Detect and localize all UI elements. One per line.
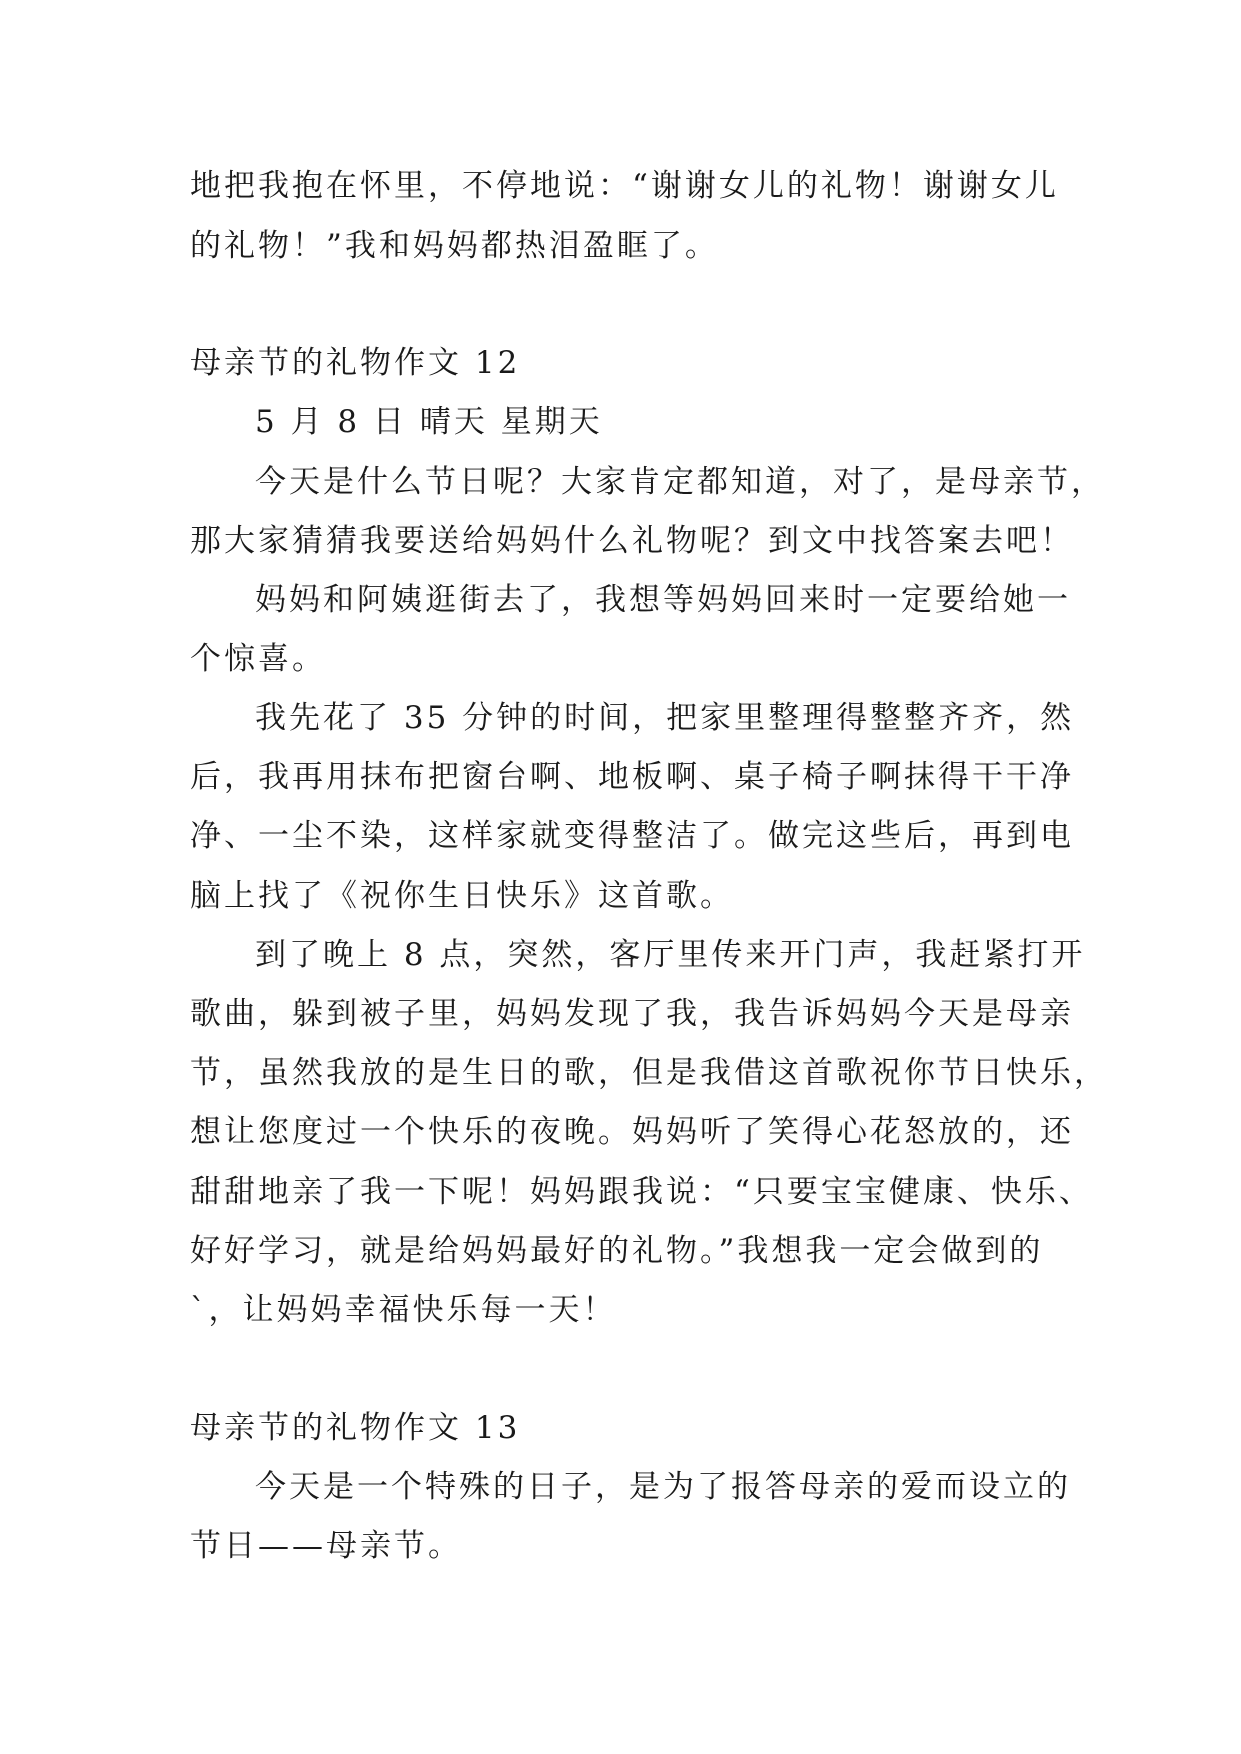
text-line: 节，虽然我放的是生日的歌，但是我借这首歌祝你节日快乐，	[190, 1055, 1108, 1091]
text-line: 到了晚上 8 点，突然，客厅里传来开门声，我赶紧打开	[255, 937, 1086, 973]
section-heading-13: 母亲节的礼物作文 13	[190, 1410, 521, 1446]
section-heading-12: 母亲节的礼物作文 12	[190, 345, 521, 381]
text-line: 后，我再用抹布把窗台啊、地板啊、桌子椅子啊抹得干干净	[190, 759, 1074, 795]
text-line: 地把我抱在怀里，不停地说：“谢谢女儿的礼物！谢谢女儿	[190, 168, 1059, 204]
text-line: 甜甜地亲了我一下呢！妈妈跟我说：“只要宝宝健康、快乐、	[190, 1174, 1093, 1210]
text-line: 脑上找了《祝你生日快乐》这首歌。	[190, 878, 734, 914]
diary-date-line: 5 月 8 日 晴天 星期天	[255, 404, 603, 440]
text-line: 妈妈和阿姨逛街去了，我想等妈妈回来时一定要给她一	[255, 582, 1071, 618]
text-line: 我先花了 35 分钟的时间，把家里整理得整整齐齐，然	[255, 700, 1075, 736]
text-line: 想让您度过一个快乐的夜晚。妈妈听了笑得心花怒放的，还	[190, 1114, 1074, 1150]
text-line: 歌曲，躲到被子里，妈妈发现了我，我告诉妈妈今天是母亲	[190, 996, 1074, 1032]
text-line: 个惊喜。	[190, 641, 326, 677]
text-line: 好好学习，就是给妈妈最好的礼物。”我想我一定会做到的	[190, 1233, 1044, 1269]
text-line: 今天是什么节日呢？大家肯定都知道，对了，是母亲节，	[255, 464, 1105, 500]
text-line: 净、一尘不染，这样家就变得整洁了。做完这些后，再到电	[190, 818, 1074, 854]
text-line: 的礼物！”我和妈妈都热泪盈眶了。	[190, 228, 719, 264]
text-line: `，让妈妈幸福快乐每一天！	[190, 1292, 617, 1328]
text-line: 那大家猜猜我要送给妈妈什么礼物呢？到文中找答案去吧！	[190, 523, 1074, 559]
text-line: 今天是一个特殊的日子，是为了报答母亲的爱而设立的	[255, 1469, 1071, 1505]
text-line: 节日——母亲节。	[190, 1528, 462, 1564]
